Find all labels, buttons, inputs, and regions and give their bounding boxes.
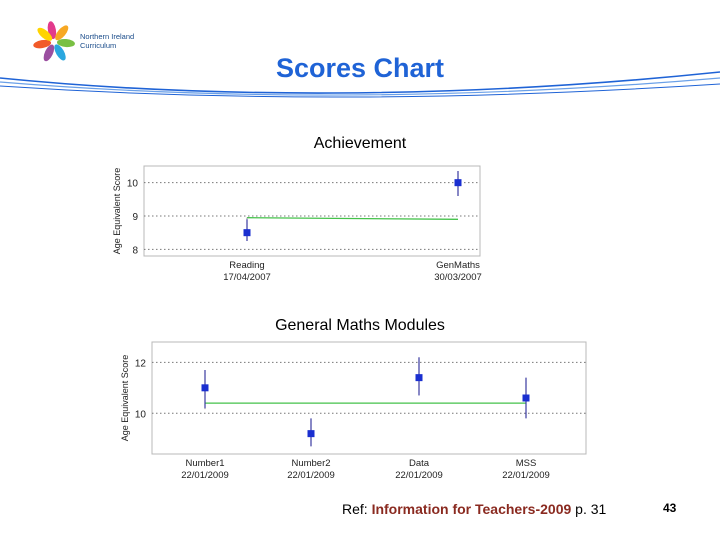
reference-prefix: Ref: [342, 501, 372, 517]
x-tick-label: Reading [229, 260, 265, 271]
data-point [455, 179, 462, 186]
x-tick-label: Data [408, 458, 430, 469]
logo-text [80, 32, 134, 50]
y-axis-label: Age Equivalent Score [112, 167, 122, 255]
data-point [202, 384, 209, 391]
x-tick-label: GenMaths [436, 260, 480, 271]
y-tick-label: 8 [132, 245, 138, 257]
y-tick-label: 10 [134, 409, 146, 421]
chart-1-title: Achievement [313, 135, 407, 152]
data-point [416, 374, 423, 381]
x-tick-label: Number2 [291, 458, 331, 469]
y-axis-label: Age Equivalent Score [120, 354, 130, 442]
x-tick-label: MSS [515, 458, 537, 469]
x-tick-date: 22/01/2009 [181, 470, 229, 481]
x-tick-date: 22/01/2009 [502, 470, 550, 481]
title-swoosh-decoration [0, 70, 720, 110]
achievement-chart [100, 160, 520, 286]
x-tick-date: 22/01/2009 [287, 470, 335, 481]
general-maths-modules-chart [100, 334, 612, 492]
logo-line-2: Curriculum [80, 41, 117, 50]
x-tick-label: Number1 [185, 458, 225, 469]
y-tick-label: 12 [134, 358, 146, 370]
x-tick-date: 17/04/2007 [223, 272, 271, 283]
page-number: 43 [663, 501, 677, 515]
reference-link[interactable]: Information for Teachers-2009 [371, 501, 572, 517]
y-tick-label: 10 [126, 178, 138, 190]
chart-2-title: General Maths Modules [275, 317, 445, 334]
logo-line-1: Northern Ireland [80, 32, 135, 41]
plot-area [144, 166, 480, 256]
x-tick-date: 30/03/2007 [434, 272, 482, 283]
x-tick-date: 22/01/2009 [395, 470, 443, 481]
reference-suffix: p. 31 [571, 501, 607, 517]
slide-title: Scores Chart [275, 53, 445, 83]
plot-area [152, 342, 586, 454]
reference-line [342, 501, 606, 517]
y-tick-label: 9 [132, 212, 138, 223]
data-point [244, 229, 251, 236]
data-point [523, 395, 530, 402]
data-point [308, 430, 315, 437]
